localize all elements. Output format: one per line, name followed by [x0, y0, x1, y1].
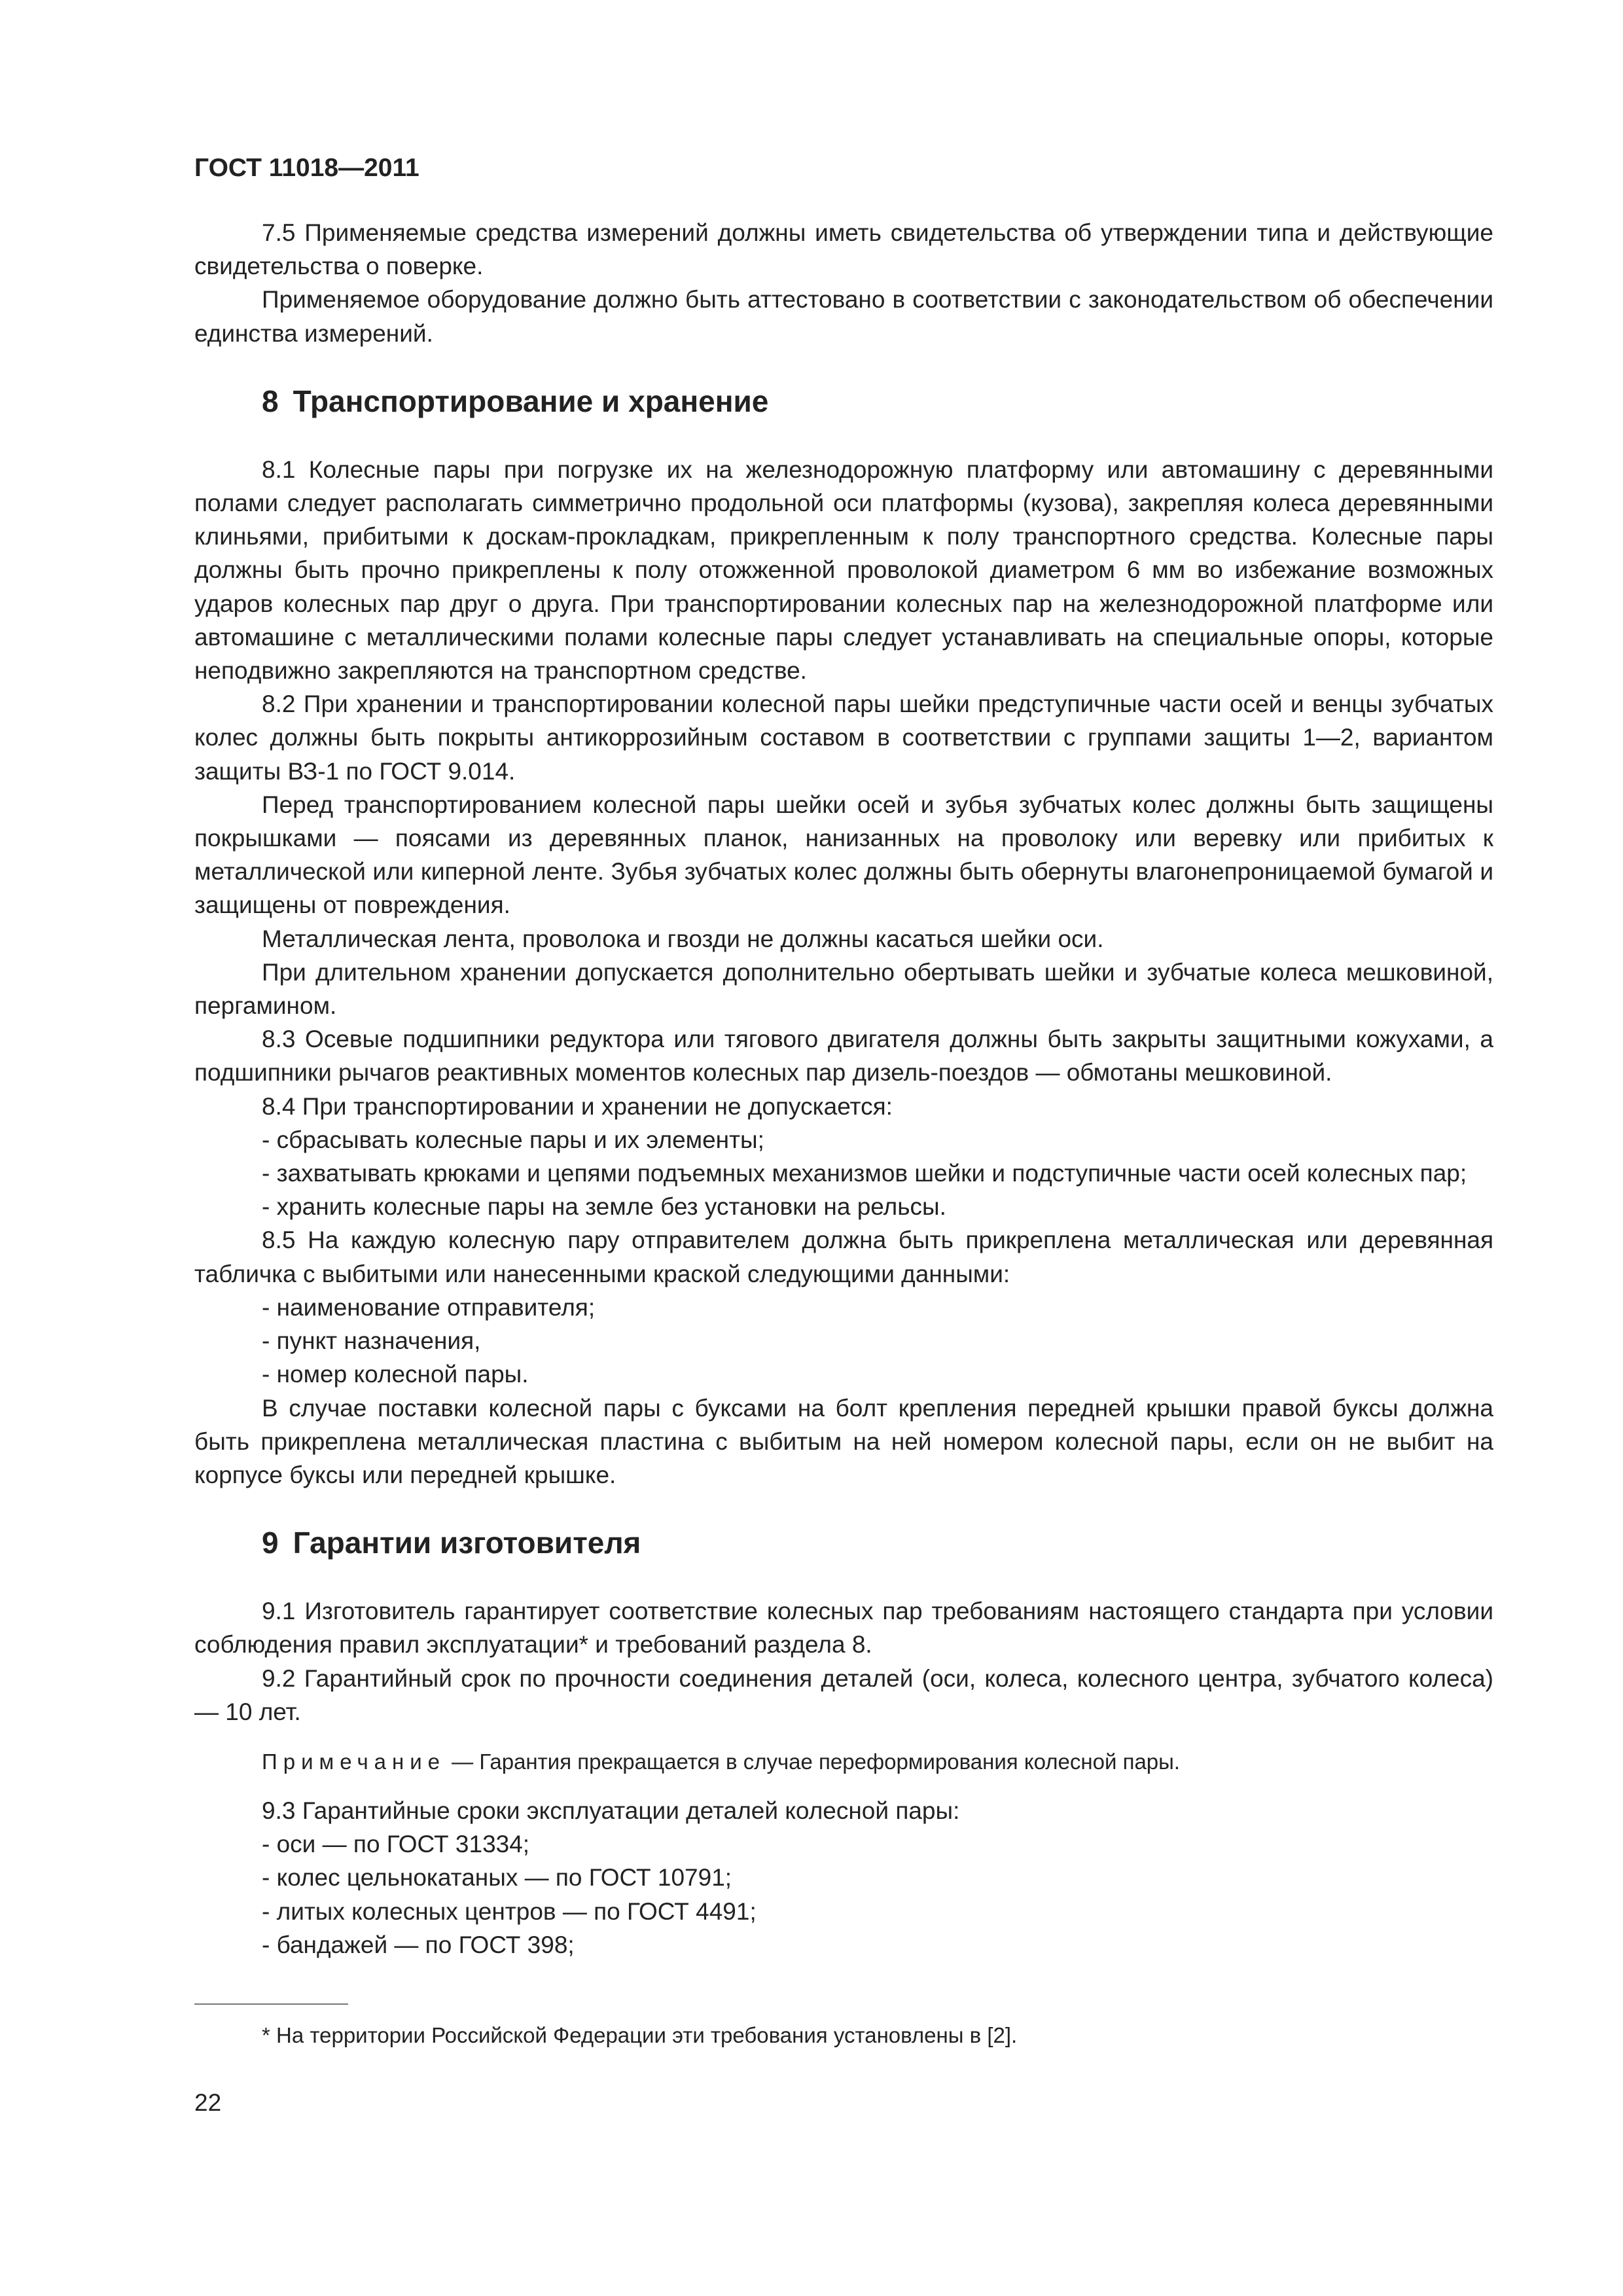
list-item: - пункт назначения,	[262, 1327, 481, 1355]
section-8-body	[194, 453, 1493, 1492]
section-title: Гарантии изготовителя	[293, 1526, 641, 1560]
list-item: - захватывать крюками и цепями подъемных механизмов шейки и подступичные части осей колесных пар;	[262, 1160, 1467, 1187]
list-item: - бандажей — по ГОСТ 398;	[262, 1931, 575, 1958]
paragraph: 7.5 Применяемые средства измерений должны иметь свидетельства об утверждении типа и действующие свидетельства о поверке.	[194, 219, 1493, 280]
list-item: - сбрасывать колесные пары и их элементы;	[262, 1126, 764, 1153]
paragraph: 8.3 Осевые подшипники редуктора или тягового двигателя должны быть закрыты защитными кожухами, а подшипники рычагов реактивных моментов колесных пар дизель-поездов — обмотаны мешковиной.	[194, 1026, 1493, 1086]
paragraph: 9.1 Изготовитель гарантирует соответствие колесных пар требованиям настоящего стандарта при условии соблюдения правил эксплуатации* и требований раздела 8.	[194, 1598, 1493, 1659]
section-number: 8	[262, 384, 279, 418]
document-code-header: ГОСТ 11018—2011	[194, 154, 419, 182]
section-9-body	[194, 1594, 1493, 1962]
paragraph: 8.4 При транспортировании и хранении не допускается:	[262, 1092, 893, 1120]
page-number: 22	[194, 2089, 222, 2116]
note-label: Примечание	[262, 1749, 446, 1774]
section-title: Транспортирование и хранение	[293, 384, 769, 418]
paragraph: Применяемое оборудование должно быть аттестовано в соответствии с законодательством об обеспечении единства измерений.	[194, 286, 1493, 347]
paragraph: В случае поставки колесной пары с буксами на болт крепления передней крышки правой буксы должна быть прикреплена металлическая пластина с выбитым на ней номером колесной пары, если он не выбит на корпусе буксы или передней крышке.	[194, 1394, 1493, 1488]
section-8-heading	[194, 382, 1493, 421]
paragraph: Металлическая лента, проволока и гвозди не должны касаться шейки оси.	[262, 925, 1104, 952]
section-number: 9	[262, 1526, 279, 1560]
paragraph: 9.2 Гарантийный срок по прочности соединения деталей (оси, колеса, колесного центра, зубчатого колеса) — 10 лет.	[194, 1664, 1493, 1725]
paragraph: 9.3 Гарантийные сроки эксплуатации деталей колесной пары:	[262, 1797, 960, 1824]
list-item: - наименование отправителя;	[262, 1293, 596, 1321]
note	[194, 1747, 1493, 1777]
list-item: - колес цельнокатаных — по ГОСТ 10791;	[262, 1864, 732, 1892]
paragraph: При длительном хранении допускается дополнительно обертывать шейки и зубчатые колеса мешковиной, пергамином.	[194, 958, 1493, 1020]
section-9-heading	[194, 1523, 1493, 1562]
document-page	[194, 152, 1493, 2051]
paragraph: Перед транспортированием колесной пары шейки осей и зубья зубчатых колес должны быть защищены покрышками — поясами из деревянных планок, нанизанных на проволоку или веревку или прибитых к металлической или киперной ленте. Зубья зубчатых колес должны быть обернуты влагонепроницаемой бумагой и защищены от повреждения.	[194, 791, 1493, 919]
paragraph: 8.2 При хранении и транспортировании колесной пары шейки предступичные части осей и венцы зубчатых колес должны быть покрыты антикоррозийным составом в соответствии с группами защиты 1—2, вариантом защиты ВЗ-1 по ГОСТ 9.014.	[194, 691, 1493, 785]
list-item: - литых колесных центров — по ГОСТ 4491;	[262, 1897, 757, 1925]
note-text: — Гарантия прекращается в случае переформирования колесной пары.	[446, 1749, 1181, 1774]
list-item: - номер колесной пары.	[262, 1361, 529, 1388]
footnote: * На территории Российской Федерации эти требования установлены в [2].	[262, 2022, 1018, 2047]
paragraph: 8.1 Колесные пары при погрузке их на железнодорожную платформу или автомашину с деревянными полами следует располагать симметрично продольной оси платформы (кузова), закрепляя колеса деревянными клиньями, прибитыми к доскам-прокладкам, прикрепленным к полу транспортного средства. Колесные пары должны быть прочно прикреплены к полу отожженной проволокой диаметром 6 мм во избежание возможных ударов колесных пар друг о друга. При транспортировании колесных пар на железнодорожной платформе или автомашине с металлическими полами колесные пары следует устанавливать на специальные опоры, которые неподвижно закрепляются на транспортном средстве.	[194, 456, 1493, 685]
footnote-divider	[194, 2003, 348, 2005]
list-item: - хранить колесные пары на земле без установки на рельсы.	[262, 1193, 946, 1221]
top-paragraphs	[194, 216, 1493, 350]
paragraph: 8.5 На каждую колесную пару отправителем должна быть прикреплена металлическая или деревянная табличка с выбитыми или нанесенными краской следующими данными:	[194, 1227, 1493, 1287]
list-item: - оси — по ГОСТ 31334;	[262, 1831, 530, 1858]
